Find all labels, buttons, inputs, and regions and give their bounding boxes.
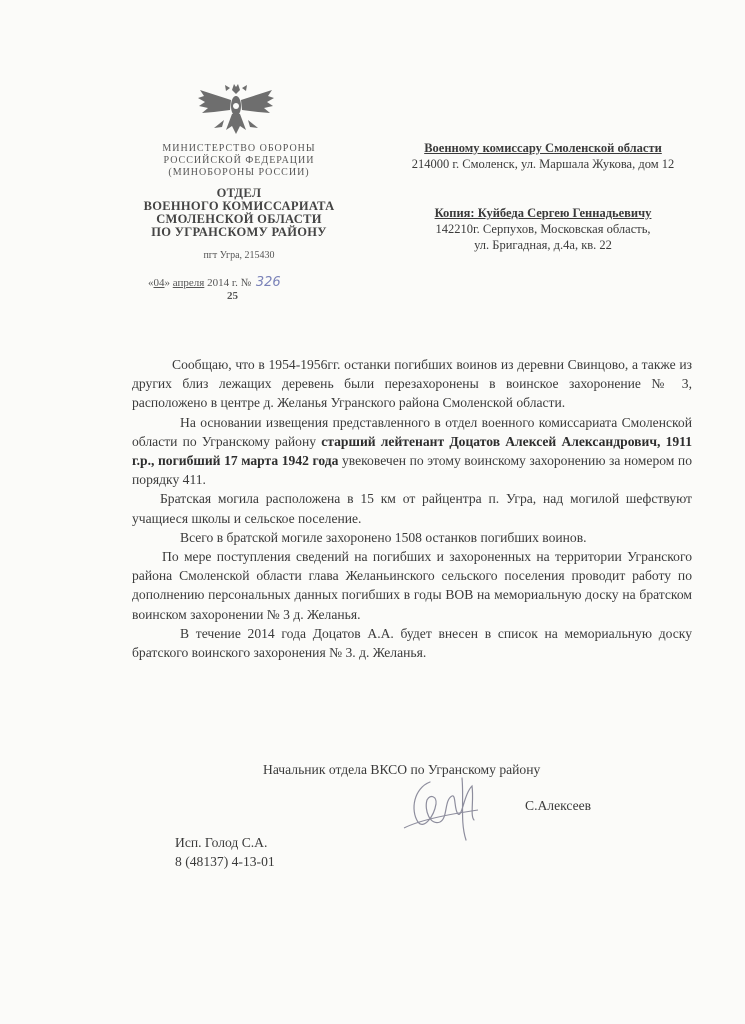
handwritten-signature <box>400 770 495 845</box>
body-paragraph: Сообщаю, что в 1954-1956гг. останки погибших воинов из деревни Свинцово, а также из других близ лежащих деревень были перезахоронены в воинское захоронение № 3, расположено в центре д. Желанья Угранского района Смоленской области. <box>132 357 692 411</box>
double-headed-eagle-emblem-icon <box>196 80 276 136</box>
body-paragraph: Братская могила расположена в 15 км от райцентра п. Угра, над могилой шефствуют учащиеся школы и сельское поселение. <box>132 491 692 526</box>
signer-name: С.Алексеев <box>525 798 592 813</box>
recipient-title: Копия: Куйбеда Сергею Геннадьевичу <box>434 206 652 220</box>
executor-name: Исп. Голод С.А. <box>175 835 268 850</box>
ministry-line: (МИНОБОРОНЫ РОССИИ) <box>168 167 310 178</box>
registration-subnumber: 25 <box>227 290 238 302</box>
registration-number: 326 <box>255 275 281 290</box>
ministry-line: МИНИСТЕРСТВО ОБОРОНЫ <box>162 143 316 154</box>
recipient-copy <box>378 205 708 253</box>
soldier-name-highlight: старший лейтенант Доцатов Алексей Александрович, 1911 г.р., погибший 17 марта 1942 года <box>132 433 693 469</box>
chief-position: Начальник отдела ВКСО по Угранскому району <box>263 762 541 777</box>
executor-phone: 8 (48137) 4-13-01 <box>175 854 275 869</box>
letter-date <box>148 275 281 290</box>
body-paragraph: По мере поступления сведений на погибших и захороненных на территории Угранского района Смоленской области глава Желаньинского сельского поселения проводит работу по дополнению персональных данных погибших в годы ВОВ на мемориальную доску на братском воинском захоронении № 3 д. Желанья. <box>132 549 692 622</box>
body-paragraph: Всего в братской могиле захоронено 1508 останков погибших воинов. <box>180 529 587 545</box>
date-quote-open: « <box>148 277 154 289</box>
date-month: апреля <box>172 277 205 289</box>
department-name <box>130 187 348 239</box>
postal-address: пгт Угра, 215430 <box>203 250 275 261</box>
recipient-address: 214000 г. Смоленск, ул. Маршала Жукова, дом 12 <box>411 157 675 171</box>
department-line: СМОЛЕНСКОЙ ОБЛАСТИ <box>156 212 322 226</box>
letter-body <box>132 355 692 662</box>
date-year: 2014 г. № <box>207 277 252 289</box>
department-line: ВОЕННОГО КОМИССАРИАТА <box>143 199 335 213</box>
date-quote-close: » <box>164 277 170 289</box>
recipient-address: 142210г. Серпухов, Московская область, <box>435 222 651 236</box>
department-line: ПО УГРАНСКОМУ РАЙОНУ <box>151 225 327 239</box>
date-day: 04 <box>153 277 165 289</box>
body-text: увековечен по этому воинскому захоронению за номером по порядку 411. <box>132 453 693 488</box>
ministry-name <box>130 143 348 179</box>
recipient-address: ул. Бригадная, д.4а, кв. 22 <box>474 238 612 252</box>
recipient-commissar <box>378 140 708 172</box>
recipient-title: Военному комиссару Смоленской области <box>424 141 662 155</box>
body-paragraph: В течение 2014 года Доцатов А.А. будет внесен в список на мемориальную доску братского воинского захоронения № 3. д. Желанья. <box>132 625 692 661</box>
ministry-line: РОССИЙСКОЙ ФЕДЕРАЦИИ <box>163 155 315 166</box>
department-line: ОТДЕЛ <box>216 186 262 200</box>
body-paragraph <box>132 413 692 490</box>
body-text: На основании извещения представленного в отдел военного комиссариата Смоленской области по Угранскому району <box>132 414 692 449</box>
executor-block <box>175 833 275 871</box>
